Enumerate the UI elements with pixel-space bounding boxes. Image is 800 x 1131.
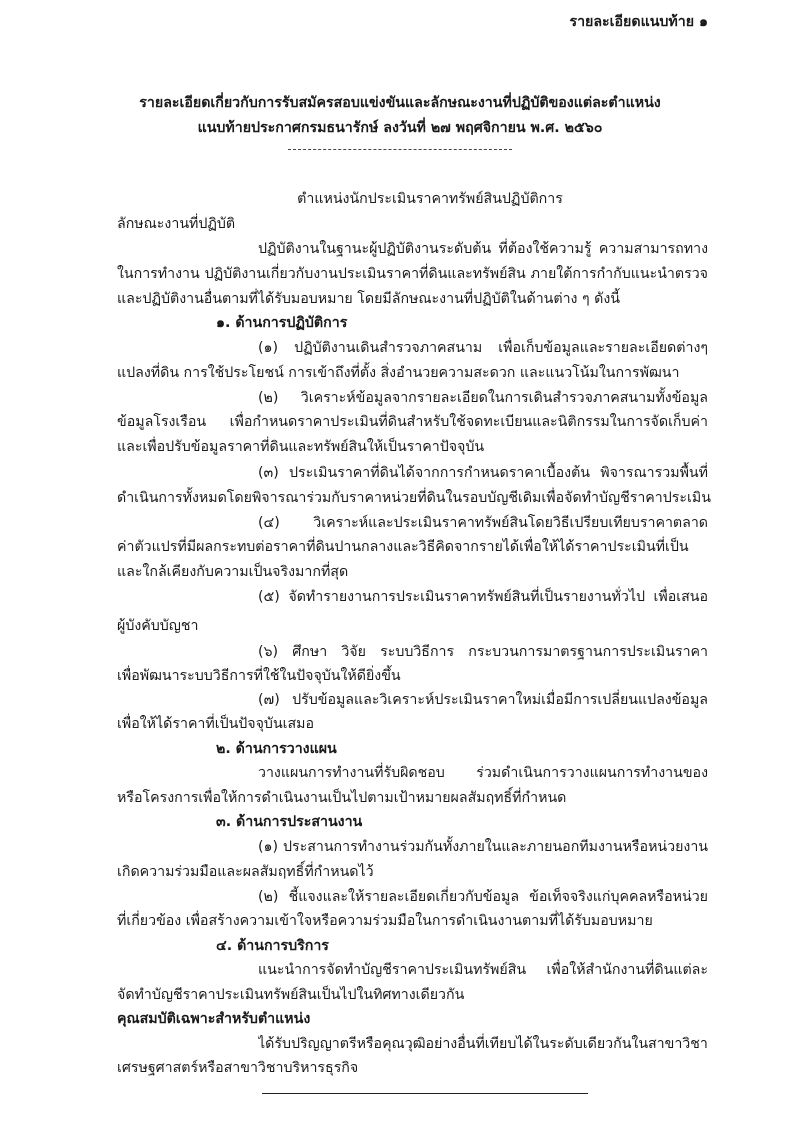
qualification-line: เศรษฐศาสตร์หรือสาขาวิชาบริหารธุรกิจ <box>117 1060 359 1076</box>
list-item: ผู้บังคับบัญชา <box>117 618 199 634</box>
list-item: (๖) ศึกษา วิจัย ระบบวิธีการ กระบวนการมาตรฐานการประเมินราคา <box>258 644 708 660</box>
duties-heading: ลักษณะงานที่ปฏิบัติ <box>117 216 236 232</box>
intro-line: ในการทำงาน ปฏิบัติงานเกี่ยวกับงานประเมินราคาที่ดินและทรัพย์สิน ภายใต้การกำกับแนะนำตรวจ <box>117 266 708 282</box>
intro-line: ปฏิบัติงานในฐานะผู้ปฏิบัติงานระดับต้น ที่ต้องใช้ความรู้ ความสามารถทาง <box>258 241 708 257</box>
list-item: (๒) ชี้แจงและให้รายละเอียดเกี่ยวกับข้อมูล ข้อเท็จจริงแก่บุคคลหรือหน่วย <box>258 889 708 905</box>
list-item: วางแผนการทำงานที่รับผิดชอบ ร่วมดำเนินการวางแผนการทำงานของ <box>258 765 708 781</box>
list-item: เพื่อพัฒนาระบบวิธีการที่ใช้ในปัจจุบันให้ดียิ่งขึ้น <box>117 668 401 684</box>
list-item: แปลงที่ดิน การใช้ประโยชน์ การเข้าถึงที่ตั้ง สิ่งอำนวยความสะดวก และแนวโน้มในการพัฒนา <box>117 365 680 381</box>
list-item: ที่เกี่ยวข้อง เพื่อสร้างความเข้าใจหรือความร่วมมือในการดำเนินงานตามที่ได้รับมอบหมาย <box>117 913 653 929</box>
list-item: (๕) จัดทำรายงานการประเมินราคาทรัพย์สินที่เป็นรายงานทั่วไป เพื่อเสนอ <box>258 589 708 605</box>
document-title-line-1: รายละเอียดเกี่ยวกับการรับสมัครสอบแข่งขันและลักษณะงานที่ปฏิบัติของแต่ละตำแหน่ง <box>139 95 661 111</box>
section-heading-operations: ๑. ด้านการปฏิบัติการ <box>216 315 348 331</box>
list-item: และเพื่อปรับข้อมูลราคาที่ดินและทรัพย์สินให้เป็นราคาปัจจุบัน <box>117 439 485 455</box>
list-item: (๒) วิเคราะห์ข้อมูลจากรายละเอียดในการเดินสำรวจภาคสนามทั้งข้อมูล <box>258 390 708 406</box>
list-item: เพื่อให้ได้ราคาที่เป็นปัจจุบันเสมอ <box>117 716 315 732</box>
list-item: จัดทำบัญชีราคาประเมินทรัพย์สินเป็นไปในทิศทางเดียวกัน <box>117 987 465 1003</box>
list-item: (๗) ปรับข้อมูลและวิเคราะห์ประเมินราคาใหม่เมื่อมีการเปลี่ยนแปลงข้อมูล <box>258 692 708 708</box>
list-item: (๔) วิเคราะห์และประเมินราคาทรัพย์สินโดยวิธีเปรียบเทียบราคาตลาด <box>258 515 708 531</box>
list-item: ข้อมูลโรงเรือน เพื่อกำหนดราคาประเมินที่ดินสำหรับใช้จดทะเบียนและนิติกรรมในการจัดเก็บค่า <box>117 414 708 430</box>
qualification-line: ได้รับปริญญาตรีหรือคุณวุฒิอย่างอื่นที่เทียบได้ในระดับเดียวกันในสาขาวิชา <box>258 1036 708 1052</box>
list-item: ดำเนินการทั้งหมดโดยพิจารณาร่วมกับราคาหน่วยที่ดินในรอบบัญชีเดิมเพื่อจัดทำบัญชีราคาประเมิน <box>117 490 711 506</box>
end-rule <box>262 1093 588 1094</box>
list-item: แนะนำการจัดทำบัญชีราคาประเมินทรัพย์สิน เพื่อให้สำนักงานที่ดินแต่ละ <box>258 962 708 978</box>
section-heading-coordination: ๓. ด้านการประสานงาน <box>216 814 363 830</box>
position-title: ตำแหน่งนักประเมินราคาทรัพย์สินปฏิบัติการ <box>297 191 563 207</box>
list-item: หรือโครงการเพื่อให้การดำเนินงานเป็นไปตามเป้าหมายผลสัมฤทธิ์ที่กำหนด <box>117 790 567 806</box>
section-heading-service: ๔. ด้านการบริการ <box>216 938 329 954</box>
list-item: (๑) ปฏิบัติงานเดินสำรวจภาคสนาม เพื่อเก็บข้อมูลและรายละเอียดต่างๆ <box>258 340 708 356</box>
intro-line: และปฏิบัติงานอื่นตามที่ได้รับมอบหมาย โดยมีลักษณะงานที่ปฏิบัติในด้านต่าง ๆ ดังนี้ <box>117 291 620 307</box>
list-item: ค่าตัวแปรที่มีผลกระทบต่อราคาที่ดินปานกลางและวิธีคิดจากรายได้เพื่อให้ได้ราคาประเมินที่เป็น <box>117 539 689 555</box>
list-item: และใกล้เคียงกับความเป็นจริงมากที่สุด <box>117 564 349 580</box>
list-item: (๑) ประสานการทำงานร่วมกันทั้งภายในและภายนอกทีมงานหรือหน่วยงาน <box>258 839 708 855</box>
document-title-line-2: แนบท้ายประกาศกรมธนารักษ์ ลงวันที่ ๒๗ พฤศจิกายน พ.ศ. ๒๕๖๐ <box>197 120 603 136</box>
attachment-label: รายละเอียดแนบท้าย ๑ <box>569 14 708 30</box>
title-divider <box>288 149 512 150</box>
list-item: เกิดความร่วมมือและผลสัมฤทธิ์ที่กำหนดไว้ <box>117 864 374 880</box>
list-item: (๓) ประเมินราคาที่ดินได้จากการกำหนดราคาเบื้องต้น พิจารณารวมพื้นที่ <box>258 465 708 481</box>
section-heading-planning: ๒. ด้านการวางแผน <box>216 741 337 757</box>
qualification-heading: คุณสมบัติเฉพาะสำหรับตำแหน่ง <box>117 1011 311 1027</box>
